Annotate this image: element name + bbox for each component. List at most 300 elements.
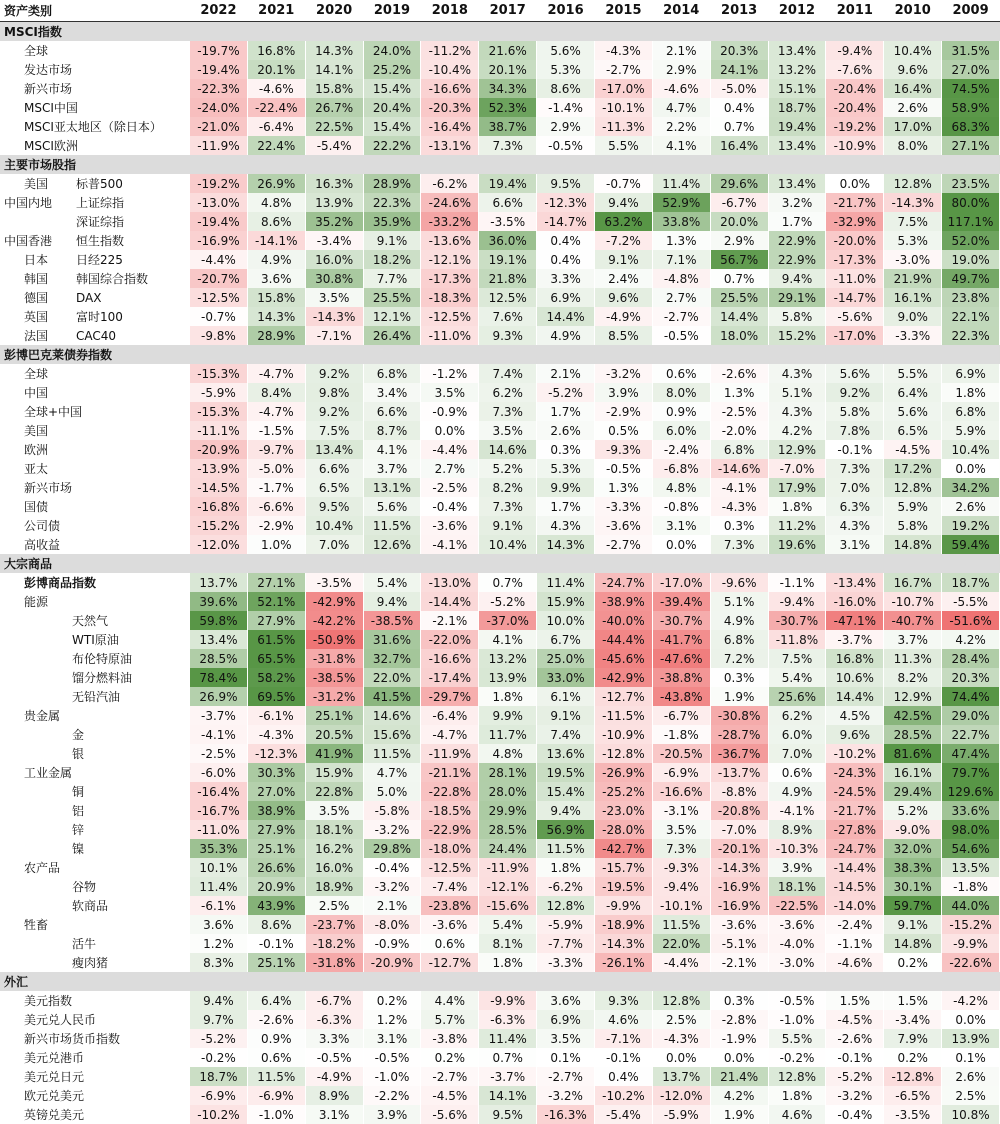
value-cell: -43.8% <box>653 687 711 706</box>
value-cell: -0.1% <box>248 934 306 953</box>
value-cell: -13.4% <box>826 573 884 592</box>
value-cell: 4.3% <box>769 402 827 421</box>
value-cell: 4.6% <box>595 1010 653 1029</box>
value-cell: -13.0% <box>421 573 479 592</box>
value-cell: -50.9% <box>306 630 364 649</box>
value-cell: -24.3% <box>826 763 884 782</box>
value-cell: -17.4% <box>421 668 479 687</box>
value-cell: 5.8% <box>769 307 827 326</box>
value-cell: -26.1% <box>595 953 653 972</box>
value-cell: -0.5% <box>595 459 653 478</box>
value-cell: -2.9% <box>595 402 653 421</box>
value-cell: -2.5% <box>421 478 479 497</box>
value-cell: -11.0% <box>190 820 248 839</box>
value-cell: -6.3% <box>306 1010 364 1029</box>
table-row <box>0 288 1000 307</box>
row-label: 牲畜 <box>24 918 49 932</box>
value-cell: 11.4% <box>653 174 711 193</box>
value-cell: 13.2% <box>479 649 537 668</box>
value-cell: 14.4% <box>537 307 595 326</box>
value-cell: -4.1% <box>190 725 248 744</box>
value-cell: 6.2% <box>479 383 537 402</box>
value-cell: 3.6% <box>537 991 595 1010</box>
value-cell: -13.0% <box>190 193 248 212</box>
value-cell: -1.8% <box>653 725 711 744</box>
value-cell: 7.8% <box>826 421 884 440</box>
year-header: 2017 <box>479 0 537 21</box>
value-cell: -3.2% <box>537 1086 595 1105</box>
value-cell: -2.1% <box>421 611 479 630</box>
value-cell: -38.5% <box>364 611 422 630</box>
value-cell: 0.0% <box>711 1048 769 1067</box>
value-cell: 19.1% <box>479 250 537 269</box>
value-cell: 20.4% <box>364 98 422 117</box>
value-cell: -38.5% <box>306 668 364 687</box>
table-row <box>0 459 1000 478</box>
value-cell: -17.3% <box>826 250 884 269</box>
value-cell: 21.6% <box>479 41 537 60</box>
value-cell: 6.5% <box>884 421 942 440</box>
value-cell: 41.9% <box>306 744 364 763</box>
value-cell: 27.9% <box>248 820 306 839</box>
row-label: 活牛 <box>72 937 97 951</box>
value-cell: 47.4% <box>942 744 1000 763</box>
value-cell: 28.5% <box>884 725 942 744</box>
section-label: MSCI指数 <box>4 25 62 39</box>
value-cell: 14.6% <box>364 706 422 725</box>
value-cell: 38.9% <box>248 801 306 820</box>
value-cell: 22.0% <box>653 934 711 953</box>
value-cell: 4.8% <box>248 193 306 212</box>
value-cell: 4.2% <box>769 421 827 440</box>
value-cell: 0.0% <box>421 421 479 440</box>
value-cell: -6.7% <box>711 193 769 212</box>
value-cell: 9.3% <box>595 991 653 1010</box>
value-cell: -17.0% <box>595 79 653 98</box>
value-cell: -11.9% <box>421 744 479 763</box>
row-sublabel: CAC40 <box>76 328 117 343</box>
row-sublabel: 恒生指数 <box>76 234 125 248</box>
value-cell: 1.2% <box>190 934 248 953</box>
value-cell: -16.9% <box>711 896 769 915</box>
value-cell: 25.1% <box>248 839 306 858</box>
value-cell: 78.4% <box>190 668 248 687</box>
value-cell: 13.1% <box>364 478 422 497</box>
row-label: 贵金属 <box>24 709 61 723</box>
value-cell: -12.8% <box>595 744 653 763</box>
value-cell: 3.5% <box>653 820 711 839</box>
value-cell: 8.2% <box>479 478 537 497</box>
header-row <box>0 0 1000 22</box>
row-label: 美元指数 <box>24 994 73 1008</box>
value-cell: -27.8% <box>826 820 884 839</box>
value-cell: 11.2% <box>769 516 827 535</box>
value-cell: -20.8% <box>711 801 769 820</box>
value-cell: 35.3% <box>190 839 248 858</box>
value-cell: 12.1% <box>364 307 422 326</box>
value-cell: 7.5% <box>884 212 942 231</box>
value-cell: -3.6% <box>421 915 479 934</box>
value-cell: 22.4% <box>248 136 306 155</box>
value-cell: 13.2% <box>769 60 827 79</box>
value-cell: -0.7% <box>595 174 653 193</box>
value-cell: 2.5% <box>942 1086 1000 1105</box>
value-cell: -4.7% <box>421 725 479 744</box>
value-cell: -3.6% <box>595 516 653 535</box>
value-cell: -6.7% <box>306 991 364 1010</box>
value-cell: 79.7% <box>942 763 1000 782</box>
row-label: 新兴市场货币指数 <box>24 1032 121 1046</box>
value-cell: 13.9% <box>942 1029 1000 1048</box>
year-header: 2021 <box>248 0 306 21</box>
value-cell: -19.2% <box>190 174 248 193</box>
value-cell: -7.6% <box>826 60 884 79</box>
value-cell: 6.9% <box>537 288 595 307</box>
value-cell: -16.6% <box>421 649 479 668</box>
value-cell: -1.0% <box>769 1010 827 1029</box>
value-cell: -47.1% <box>826 611 884 630</box>
row-label: 德国 <box>24 291 49 305</box>
value-cell: 17.0% <box>884 117 942 136</box>
value-cell: -24.6% <box>421 193 479 212</box>
value-cell: -19.4% <box>190 60 248 79</box>
table-row <box>0 212 1000 231</box>
value-cell: 56.7% <box>711 250 769 269</box>
value-cell: -9.0% <box>884 820 942 839</box>
value-cell: 16.2% <box>306 839 364 858</box>
value-cell: 12.8% <box>537 896 595 915</box>
value-cell: 52.9% <box>653 193 711 212</box>
value-cell: 2.4% <box>595 269 653 288</box>
value-cell: 5.8% <box>826 402 884 421</box>
row-sublabel: 富时100 <box>76 310 123 324</box>
value-cell: -5.2% <box>190 1029 248 1048</box>
value-cell: 5.6% <box>537 41 595 60</box>
value-cell: 16.0% <box>306 250 364 269</box>
value-cell: 18.7% <box>769 98 827 117</box>
value-cell: 9.4% <box>537 801 595 820</box>
value-cell: 22.7% <box>942 725 1000 744</box>
value-cell: 38.3% <box>884 858 942 877</box>
row-sublabel: 上证综指 <box>76 196 125 210</box>
value-cell: 21.9% <box>884 269 942 288</box>
value-cell: 9.1% <box>595 250 653 269</box>
value-cell: 29.1% <box>769 288 827 307</box>
value-cell: -2.0% <box>711 421 769 440</box>
value-cell: -6.3% <box>479 1010 537 1029</box>
value-cell: 4.7% <box>653 98 711 117</box>
value-cell: 6.8% <box>942 402 1000 421</box>
value-cell: 3.6% <box>248 269 306 288</box>
row-label: 欧元兑美元 <box>24 1089 85 1103</box>
value-cell: -12.0% <box>190 535 248 554</box>
table-row <box>0 250 1000 269</box>
value-cell: -31.8% <box>306 953 364 972</box>
row-label: 美国 <box>24 177 49 191</box>
value-cell: 14.3% <box>306 41 364 60</box>
value-cell: -19.7% <box>190 41 248 60</box>
value-cell: -42.9% <box>306 592 364 611</box>
value-cell: 8.1% <box>479 934 537 953</box>
value-cell: 4.6% <box>769 1105 827 1124</box>
value-cell: -7.7% <box>537 934 595 953</box>
value-cell: 35.2% <box>306 212 364 231</box>
row-label: 发达市场 <box>24 63 73 77</box>
value-cell: 20.9% <box>248 877 306 896</box>
value-cell: 3.1% <box>364 1029 422 1048</box>
value-cell: -14.3% <box>884 193 942 212</box>
value-cell: -40.7% <box>884 611 942 630</box>
value-cell: 12.8% <box>884 478 942 497</box>
value-cell: -22.4% <box>248 98 306 117</box>
value-cell: 13.7% <box>190 573 248 592</box>
value-cell: 7.3% <box>479 136 537 155</box>
value-cell: -14.4% <box>421 592 479 611</box>
value-cell: 59.8% <box>190 611 248 630</box>
row-label: 美国 <box>24 424 49 438</box>
value-cell: 5.8% <box>884 516 942 535</box>
value-cell: 58.9% <box>942 98 1000 117</box>
value-cell: 11.4% <box>190 877 248 896</box>
value-cell: 24.4% <box>479 839 537 858</box>
value-cell: -18.3% <box>421 288 479 307</box>
value-cell: -9.9% <box>942 934 1000 953</box>
value-cell: -6.7% <box>653 706 711 725</box>
value-cell: -14.1% <box>248 231 306 250</box>
value-cell: 29.9% <box>479 801 537 820</box>
value-cell: -2.2% <box>364 1086 422 1105</box>
value-cell: 25.6% <box>769 687 827 706</box>
row-label: 美元兑日元 <box>24 1070 85 1084</box>
value-cell: 6.9% <box>942 364 1000 383</box>
value-cell: 2.1% <box>537 364 595 383</box>
value-cell: 26.9% <box>248 174 306 193</box>
value-cell: -24.7% <box>826 839 884 858</box>
row-label: WTI原油 <box>72 633 119 647</box>
row-label: 彭博商品指数 <box>24 576 97 590</box>
year-header: 2015 <box>595 0 653 21</box>
value-cell: -3.2% <box>826 1086 884 1105</box>
value-cell: 6.8% <box>711 440 769 459</box>
value-cell: -42.7% <box>595 839 653 858</box>
value-cell: -12.7% <box>421 953 479 972</box>
value-cell: -4.3% <box>653 1029 711 1048</box>
value-cell: -4.1% <box>711 478 769 497</box>
value-cell: 16.8% <box>826 649 884 668</box>
value-cell: -4.5% <box>826 1010 884 1029</box>
value-cell: 22.9% <box>769 250 827 269</box>
value-cell: 1.8% <box>479 687 537 706</box>
value-cell: 6.2% <box>769 706 827 725</box>
row-label: MSCI亚太地区（除日本） <box>24 120 162 134</box>
value-cell: 0.3% <box>537 440 595 459</box>
value-cell: 12.8% <box>769 1067 827 1086</box>
value-cell: -12.1% <box>421 250 479 269</box>
year-header: 2012 <box>769 0 827 21</box>
value-cell: 12.6% <box>364 535 422 554</box>
value-cell: 24.1% <box>711 60 769 79</box>
value-cell: -10.1% <box>653 896 711 915</box>
value-cell: 0.2% <box>884 1048 942 1067</box>
value-cell: 0.6% <box>421 934 479 953</box>
value-cell: -12.5% <box>190 288 248 307</box>
value-cell: -29.7% <box>421 687 479 706</box>
value-cell: 4.3% <box>826 516 884 535</box>
value-cell: 52.3% <box>479 98 537 117</box>
value-cell: -19.2% <box>826 117 884 136</box>
value-cell: 10.4% <box>479 535 537 554</box>
value-cell: -20.9% <box>364 953 422 972</box>
value-cell: -13.9% <box>190 459 248 478</box>
value-cell: 14.3% <box>248 307 306 326</box>
value-cell: 4.2% <box>711 1086 769 1105</box>
value-cell: -3.3% <box>537 953 595 972</box>
value-cell: -5.2% <box>479 592 537 611</box>
value-cell: 3.9% <box>595 383 653 402</box>
value-cell: 8.6% <box>248 212 306 231</box>
value-cell: 35.9% <box>364 212 422 231</box>
value-cell: -0.4% <box>364 858 422 877</box>
value-cell: -3.2% <box>595 364 653 383</box>
value-cell: 11.5% <box>364 744 422 763</box>
value-cell: -0.5% <box>769 991 827 1010</box>
value-cell: 15.8% <box>248 288 306 307</box>
value-cell: 28.5% <box>479 820 537 839</box>
value-cell: -0.2% <box>769 1048 827 1067</box>
value-cell: 7.0% <box>769 744 827 763</box>
value-cell: 25.5% <box>711 288 769 307</box>
value-cell: 4.3% <box>537 516 595 535</box>
row-sublabel: 深证综指 <box>76 215 125 229</box>
value-cell: -2.7% <box>595 60 653 79</box>
value-cell: -51.6% <box>942 611 1000 630</box>
value-cell: -1.9% <box>711 1029 769 1048</box>
value-cell: 8.7% <box>364 421 422 440</box>
value-cell: 3.5% <box>421 383 479 402</box>
value-cell: -4.5% <box>421 1086 479 1105</box>
value-cell: -5.6% <box>826 307 884 326</box>
value-cell: 0.6% <box>653 364 711 383</box>
value-cell: -3.8% <box>421 1029 479 1048</box>
value-cell: 11.5% <box>248 1067 306 1086</box>
value-cell: 25.1% <box>248 953 306 972</box>
value-cell: 68.3% <box>942 117 1000 136</box>
value-cell: 11.5% <box>653 915 711 934</box>
value-cell: -13.6% <box>421 231 479 250</box>
value-cell: 2.1% <box>653 41 711 60</box>
value-cell: 80.0% <box>942 193 1000 212</box>
value-cell: -0.5% <box>653 326 711 345</box>
table-row <box>0 1010 1000 1029</box>
value-cell: -14.7% <box>537 212 595 231</box>
section-label: 主要市场股指 <box>4 158 77 172</box>
value-cell: -23.0% <box>595 801 653 820</box>
row-sublabel: 韩国综合指数 <box>76 272 149 286</box>
value-cell: 27.1% <box>248 573 306 592</box>
value-cell: -15.3% <box>190 402 248 421</box>
value-cell: -0.9% <box>421 402 479 421</box>
value-cell: 3.7% <box>364 459 422 478</box>
value-cell: 9.1% <box>479 516 537 535</box>
value-cell: -47.6% <box>653 649 711 668</box>
value-cell: 1.5% <box>826 991 884 1010</box>
value-cell: -11.0% <box>826 269 884 288</box>
value-cell: -8.8% <box>711 782 769 801</box>
value-cell: 14.8% <box>884 934 942 953</box>
value-cell: -4.4% <box>421 440 479 459</box>
value-cell: 0.0% <box>826 174 884 193</box>
value-cell: -2.6% <box>248 1010 306 1029</box>
value-cell: 4.3% <box>769 364 827 383</box>
value-cell: -18.2% <box>306 934 364 953</box>
table-row <box>0 573 1000 592</box>
value-cell: 3.6% <box>190 915 248 934</box>
value-cell: -28.0% <box>595 820 653 839</box>
value-cell: -5.2% <box>826 1067 884 1086</box>
value-cell: 27.0% <box>248 782 306 801</box>
value-cell: 38.7% <box>479 117 537 136</box>
value-cell: 13.4% <box>769 174 827 193</box>
value-cell: 2.5% <box>653 1010 711 1029</box>
value-cell: -14.3% <box>595 934 653 953</box>
value-cell: 4.2% <box>942 630 1000 649</box>
value-cell: -6.9% <box>653 763 711 782</box>
value-cell: -4.0% <box>769 934 827 953</box>
value-cell: -15.2% <box>942 915 1000 934</box>
value-cell: 0.9% <box>248 1029 306 1048</box>
value-cell: 18.7% <box>190 1067 248 1086</box>
value-cell: 0.4% <box>595 1067 653 1086</box>
value-cell: 9.4% <box>595 193 653 212</box>
table-row <box>0 326 1000 345</box>
value-cell: -0.1% <box>826 440 884 459</box>
value-cell: -2.4% <box>826 915 884 934</box>
value-cell: 0.9% <box>653 402 711 421</box>
value-cell: 16.1% <box>884 763 942 782</box>
value-cell: 129.6% <box>942 782 1000 801</box>
value-cell: -45.6% <box>595 649 653 668</box>
value-cell: 20.3% <box>942 668 1000 687</box>
value-cell: 59.4% <box>942 535 1000 554</box>
value-cell: 5.2% <box>479 459 537 478</box>
row-label: 英镑兑美元 <box>24 1108 85 1122</box>
table-row <box>0 478 1000 497</box>
value-cell: 10.0% <box>537 611 595 630</box>
value-cell: -11.8% <box>769 630 827 649</box>
table-row <box>0 136 1000 155</box>
value-cell: 0.1% <box>942 1048 1000 1067</box>
row-label: 欧洲 <box>24 443 49 457</box>
value-cell: 61.5% <box>248 630 306 649</box>
table-row <box>0 41 1000 60</box>
table-row <box>0 231 1000 250</box>
value-cell: -30.7% <box>653 611 711 630</box>
value-cell: 33.0% <box>537 668 595 687</box>
table-row <box>0 421 1000 440</box>
row-label: 瘦肉猪 <box>72 956 109 970</box>
table-row <box>0 801 1000 820</box>
value-cell: 21.4% <box>711 1067 769 1086</box>
value-cell: -2.4% <box>653 440 711 459</box>
value-cell: 22.8% <box>306 782 364 801</box>
value-cell: -14.5% <box>826 877 884 896</box>
value-cell: -12.1% <box>479 877 537 896</box>
value-cell: 9.7% <box>190 1010 248 1029</box>
value-cell: 3.3% <box>537 269 595 288</box>
value-cell: 7.4% <box>479 364 537 383</box>
value-cell: 14.1% <box>479 1086 537 1105</box>
value-cell: -1.0% <box>364 1067 422 1086</box>
